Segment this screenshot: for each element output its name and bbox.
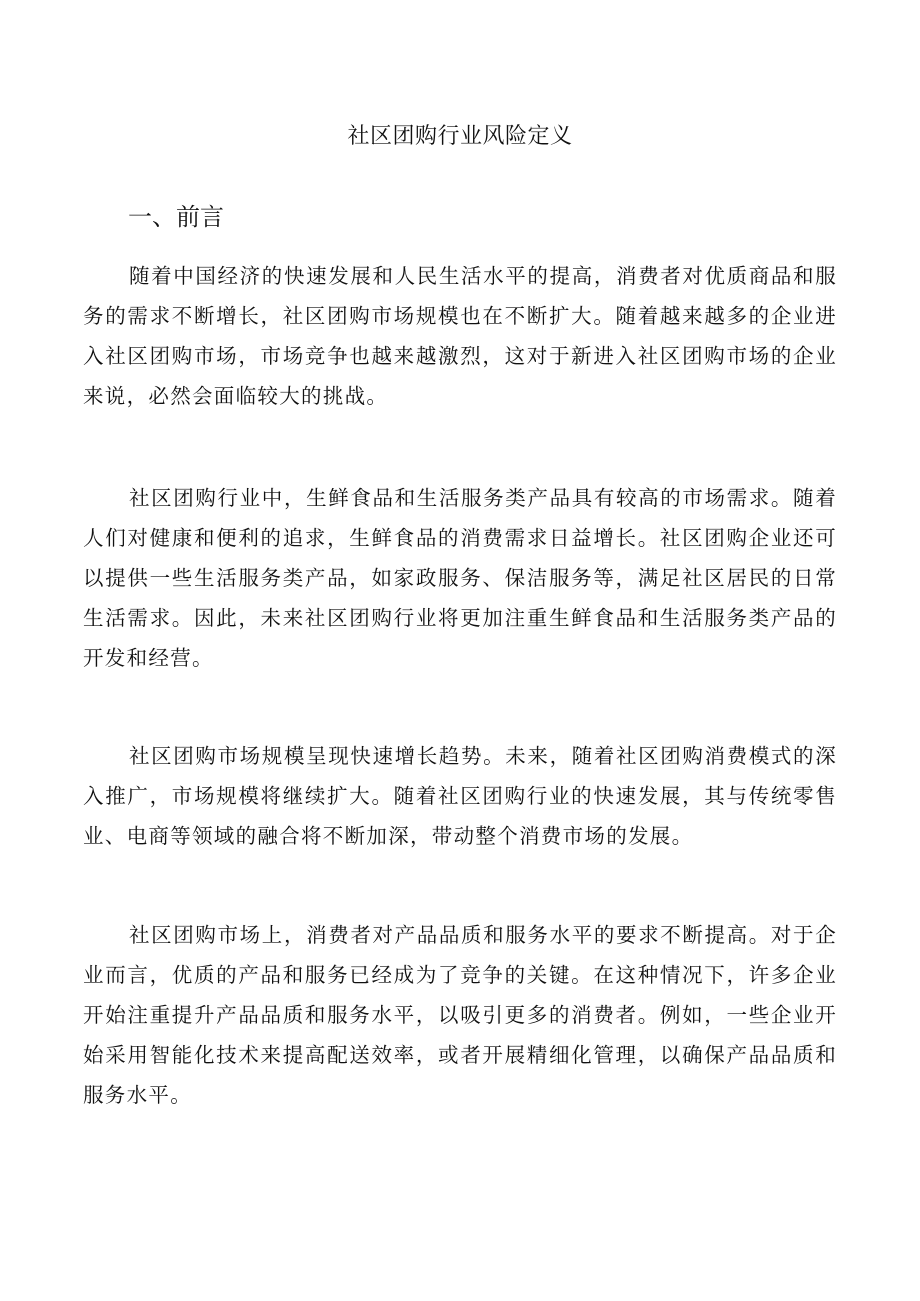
section-heading: 一、前言 — [128, 203, 224, 231]
paragraph-2: 社区团购行业中，生鲜食品和生活服务类产品具有较高的市场需求。随着人们对健康和便利的追求，生鲜食品的消费需求日益增长。社区团购企业还可以提供一些生活服务类产品，如家政服务、保洁服务等，满足社区居民的日常生活需求。因此，未来社区团购行业将更加注重生鲜食品和生活服务类产品的开发和经营。 — [83, 486, 837, 670]
paragraph-1: 随着中国经济的快速发展和人民生活水平的提高，消费者对优质商品和服务的需求不断增长，社区团购市场规模也在不断扩大。随着越来越多的企业进入社区团购市场，市场竞争也越来越激烈，这对于新进入社区团购市场的企业来说，必然会面临较大的挑战。 — [83, 264, 837, 408]
document-title: 社区团购行业风险定义 — [347, 124, 573, 149]
paragraph-4: 社区团购市场上，消费者对产品品质和服务水平的要求不断提高。对于企业而言，优质的产品和服务已经成为了竞争的关键。在这种情况下，许多企业开始注重提升产品品质和服务水平，以吸引更多的消费者。例如，一些企业开始采用智能化技术来提高配送效率，或者开展精细化管理，以确保产品品质和服务水平。 — [83, 923, 837, 1107]
paragraph-3: 社区团购市场规模呈现快速增长趋势。未来，随着社区团购消费模式的深入推广，市场规模将继续扩大。随着社区团购行业的快速发展，其与传统零售业、电商等领域的融合将不断加深，带动整个消费市场的发展。 — [83, 744, 837, 848]
